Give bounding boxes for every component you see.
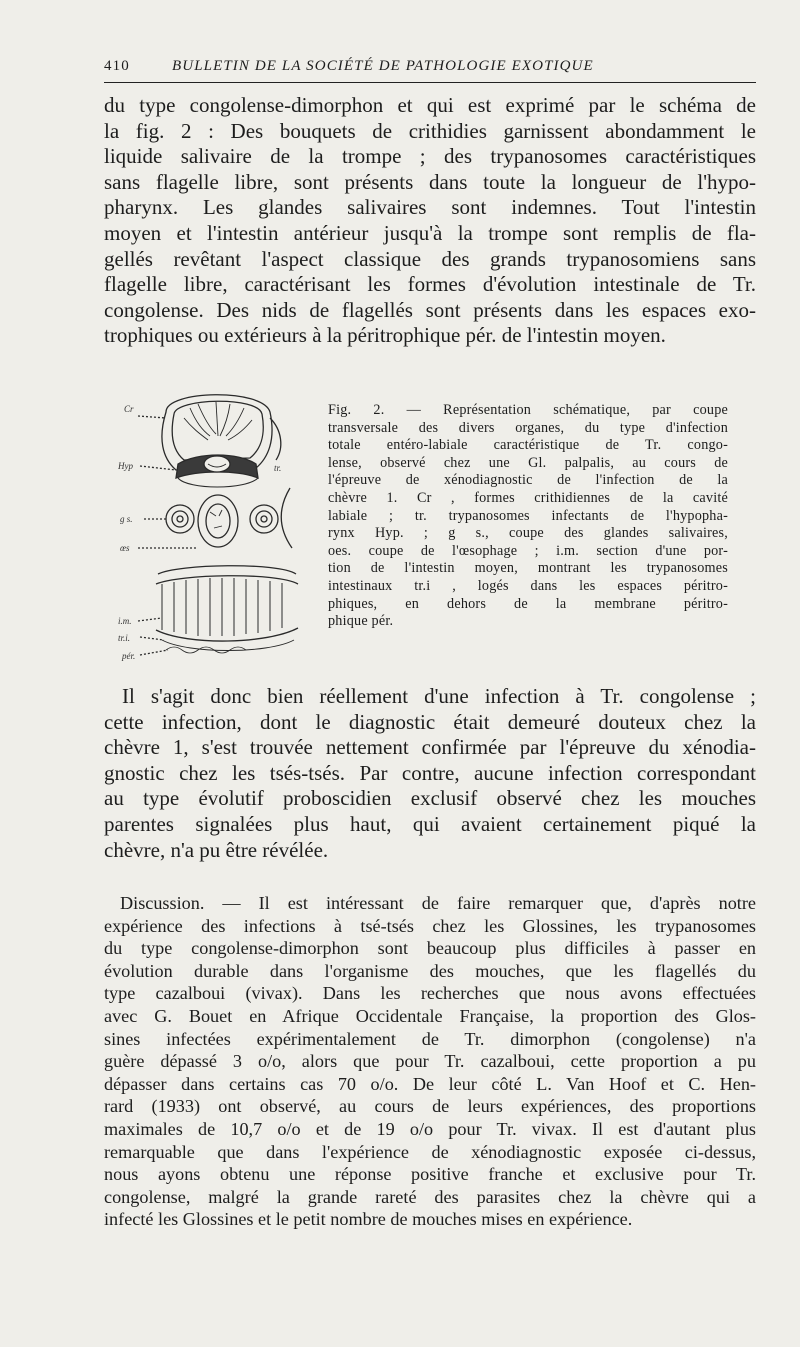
label-im: i.m. [118,616,132,626]
text-line: dépasser dans certains cas 70 o/o. De leur côté L. Van Hoof et C. Hen- [104,1073,756,1094]
text-line: Il s'agit donc bien réellement d'une infection à Tr. congolense ; [122,684,756,708]
text-line: type cazalboui (vivax). Dans les recherches que nous avons effectuées [104,983,756,1004]
text-line: chèvre, n'a pu être révélée. [104,837,329,862]
text-line: avec G. Bouet en Afrique Occidentale Française, la proportion des Glos- [104,1005,756,1026]
text-line: infecté les Glossines et le petit nombre de mouches mises en expérience. [104,1209,633,1230]
salivary-gland-right [250,505,278,533]
peritrophic-membrane [158,566,296,574]
text-line: du type congolense-dimorphon sont beaucoup plus difficiles à passer en [104,938,756,959]
text-line: nous ayons obtenu une réponse positive franche et exclusive pour Tr. [104,1164,756,1185]
label-hyp: Hyp [118,461,133,471]
discussion-paragraph [104,892,756,1231]
text-line: sans flagelle libre, sont présents dans toute la longueur de l'hypo- [104,169,756,194]
text-line: guère dépassé 3 o/o, alors que pour Tr. cazalboui, cette proportion a pu [104,1051,756,1072]
header-rule [104,82,756,83]
caption-line: oes. coupe de l'œsophage ; i.m. section d'une por- [328,542,728,559]
caption-line: lense, observé chez une Gl. palpalis, au cours de [328,454,728,471]
text-line: parentes signalées plus haut, qui avaient certainement piqué la [104,811,756,836]
label-oes: œs [120,543,130,553]
text-line: maximales de 10,7 o/o et de 19 o/o pour Tr. vivax. Il est d'autant plus [104,1118,756,1139]
caption-line: tion de l'intestin moyen, montrant les trypanosomes [328,560,728,577]
caption-line: phiques, en dehors de la membrane péritro- [328,595,728,612]
running-header [104,58,760,86]
text-line: liquide salivaire de la trompe ; des trypanosomes caractéristiques [104,144,756,169]
label-gs: g s. [120,514,133,524]
caption-line: labiale ; tr. trypanosomes infectants de l'hypopha- [328,507,728,524]
page-number: 410 [104,58,130,74]
tsetse-cross-section-drawing [118,378,314,674]
figure-2-schematic [118,378,314,674]
caption-line: transversale des divers organes, du type d'infection [328,419,728,436]
text-line: trophiques ou extérieurs à la péritrophique pér. de l'intestin moyen. [104,323,666,348]
mid-gut-wall [156,628,298,641]
text-line: cette infection, dont le diagnostic était demeuré douteux chez la [104,709,756,734]
text-line: congolense. Des nids de flagellés sont présents dans les espaces exo- [104,297,756,322]
running-head: BULLETIN DE LA SOCIÉTÉ DE PATHOLOGIE EXOTIQUE [172,58,594,74]
caption-line: totale entéro-labiale caractéristique de Tr. congo- [328,437,728,454]
label-per: pér. [122,651,136,661]
text-line: Discussion. — Il est intéressant de faire remarquer que, d'après notre [120,893,756,913]
text-line: gellés revêtant l'aspect classique des grands trypanosomiens sans [104,246,756,271]
caption-line: rynx Hyp. ; g s., coupe des glandes salivaires, [328,525,728,542]
text-line: rard (1933) ont observé, au cours de leurs expériences, des proportions [104,1096,756,1117]
paragraph-1 [104,93,756,349]
text-line: évolution durable dans l'organisme des mouches, que les flagellés du [104,960,756,981]
text-line: moyen et l'intestin antérieur jusqu'à la trompe sont remplis de fla- [104,220,756,245]
text-line: au type évolutif proboscidien exclusif observé chez les mouches [104,786,756,811]
caption-line: intestinaux tr.i , logés dans les espaces péritro- [328,577,728,594]
figure-caption [328,402,728,631]
text-line: congolense, malgré la grande rareté des parasites chez la chèvre qui a [104,1186,756,1207]
label-tr: tr. [274,463,282,473]
caption-line: Fig. 2. — Représentation schématique, par coupe [328,402,728,418]
text-line: expérience des infections à tsé-tsés chez les Glossines, les trypanosomes [104,915,756,936]
text-line: remarquable que dans l'expérience de xénodiagnostic exposée ci-dessus, [104,1141,756,1162]
caption-line: phique pér. [328,613,394,630]
label-tri: tr.i. [118,633,131,643]
text-line: du type congolense-dimorphon et qui est exprimé par le schéma de [104,93,756,117]
caption-line: chèvre 1. Cr , formes crithidiennes de la cavité [328,489,728,506]
text-line: pharynx. Les glandes salivaires sont indemnes. Tout l'intestin [104,195,756,220]
text-line: flagelle libre, caractérisant les formes d'évolution intestinale de Tr. [104,272,756,297]
label-cr: Cr [124,404,134,414]
text-line: la fig. 2 : Des bouquets de crithidies garnissent abondamment le [104,118,756,143]
text-line: sines infectées expérimentalement de Tr. dimorphon (congolense) n'a [104,1028,756,1049]
text-line: chèvre 1, s'est trouvée nettement confirmée par l'épreuve du xénodia- [104,735,756,760]
text-line: gnostic chez les tsés-tsés. Par contre, aucune infection correspondant [104,760,756,785]
salivary-gland-left [166,505,194,533]
paragraph-2 [104,684,756,863]
oesophagus [198,495,238,547]
caption-line: l'épreuve de xénodiagnostic de l'infection de la [328,472,728,489]
